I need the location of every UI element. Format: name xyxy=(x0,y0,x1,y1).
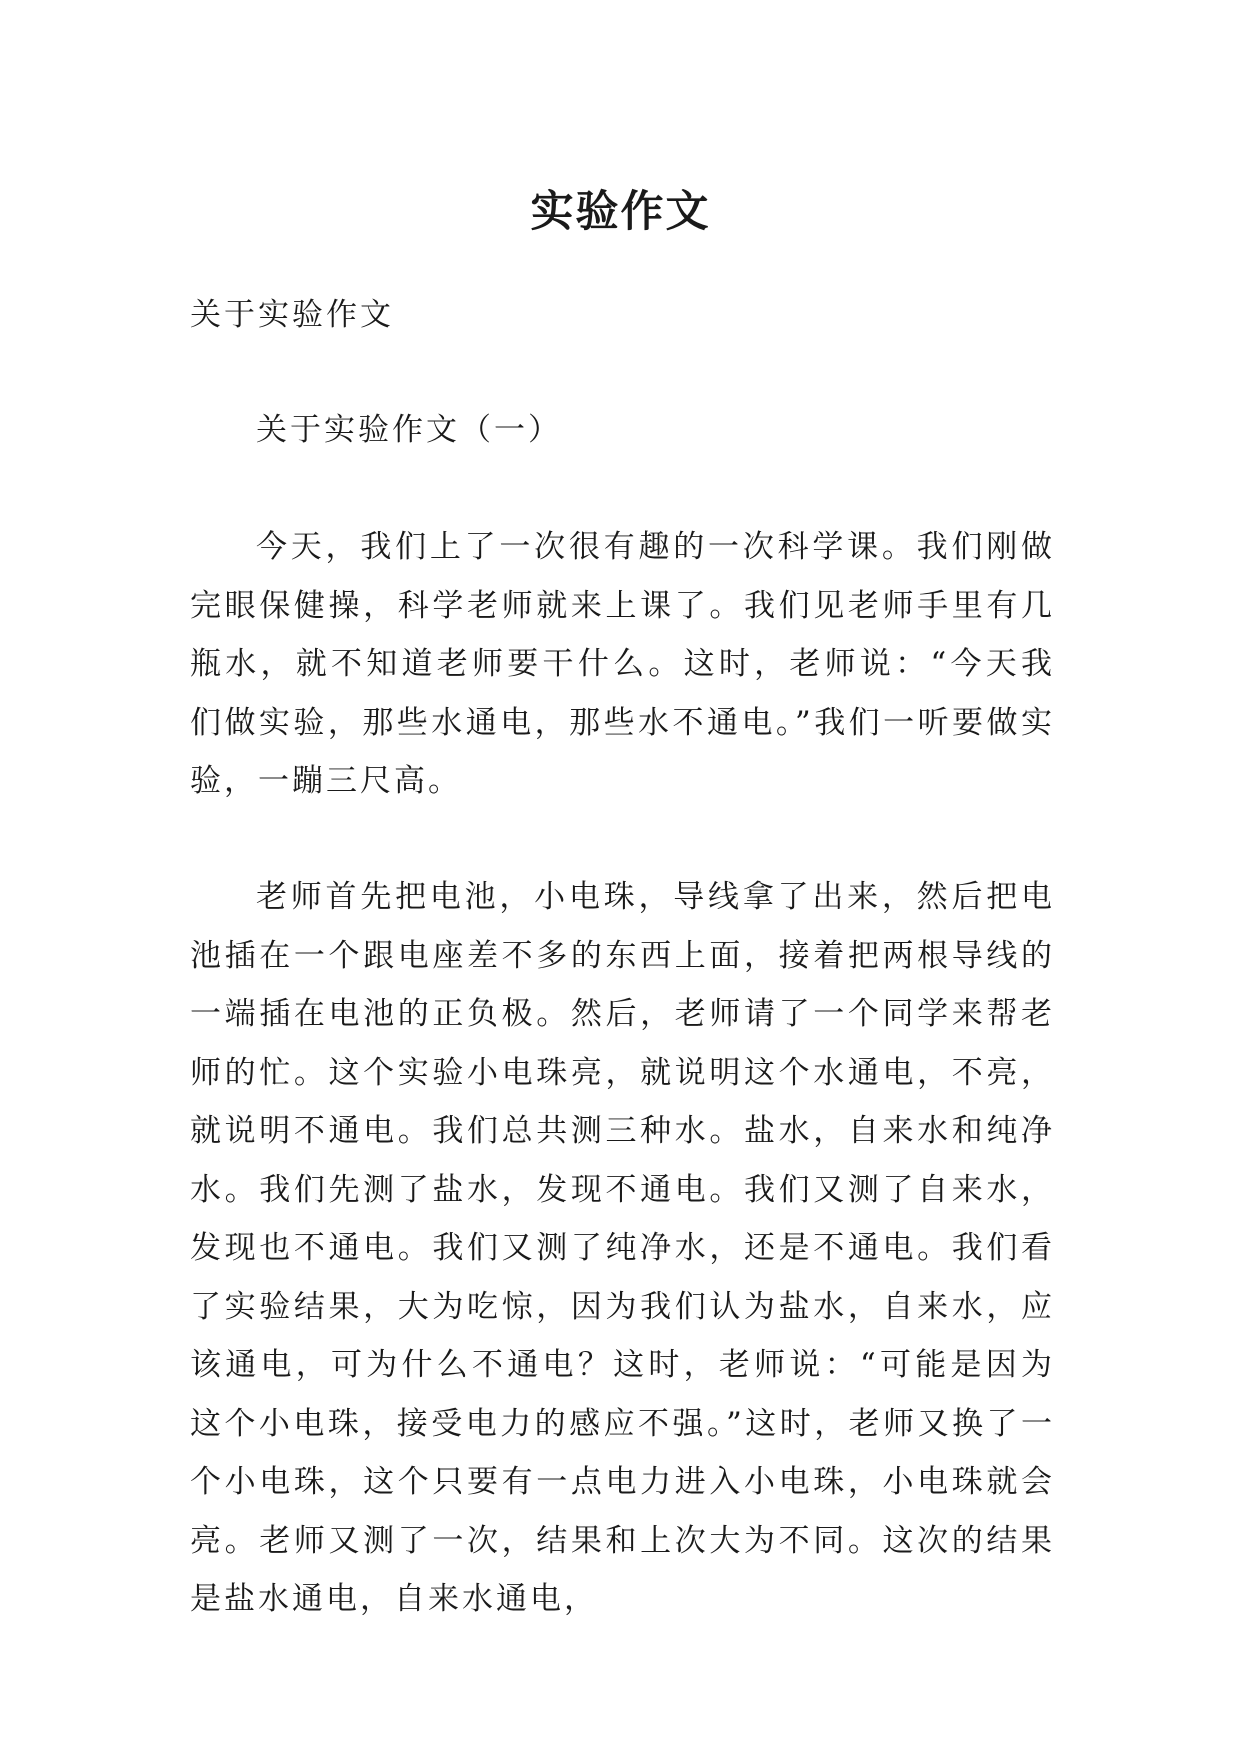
paragraph-1: 今天，我们上了一次很有趣的一次科学课。我们刚做完眼保健操，科学老师就来上课了。我们见老师手里有几瓶水，就不知道老师要干什么。这时，老师说：“今天我们做实验，那些水通电，那些水不通电。”我们一听要做实验，一蹦三尺高。 xyxy=(190,529,1055,799)
document-subtitle: 关于实验作文 xyxy=(190,297,394,333)
document-title: 实验作文 xyxy=(530,186,711,237)
section-heading: 关于实验作文（一） xyxy=(256,412,562,448)
paragraph-2: 老师首先把电池，小电珠，导线拿了出来，然后把电池插在一个跟电座差不多的东西上面，接着把两根导线的一端插在电池的正负极。然后，老师请了一个同学来帮老师的忙。这个实验小电珠亮，就说明这个水通电，不亮，就说明不通电。我们总共测三种水。盐水，自来水和纯净水。我们先测了盐水，发现不通电。我们又测了自来水，发现也不通电。我们又测了纯净水，还是不通电。我们看了实验结果，大为吃惊，因为我们认为盐水，自来水，应该通电，可为什么不通电？这时，老师说：“可能是因为这个小电珠，接受电力的感应不强。”这时，老师又换了一个小电珠，这个只要有一点电力进入小电珠，小电珠就会亮。老师又测了一次，结果和上次大为不同。这次的结果是盐水通电，自来水通电， xyxy=(190,879,1055,1617)
